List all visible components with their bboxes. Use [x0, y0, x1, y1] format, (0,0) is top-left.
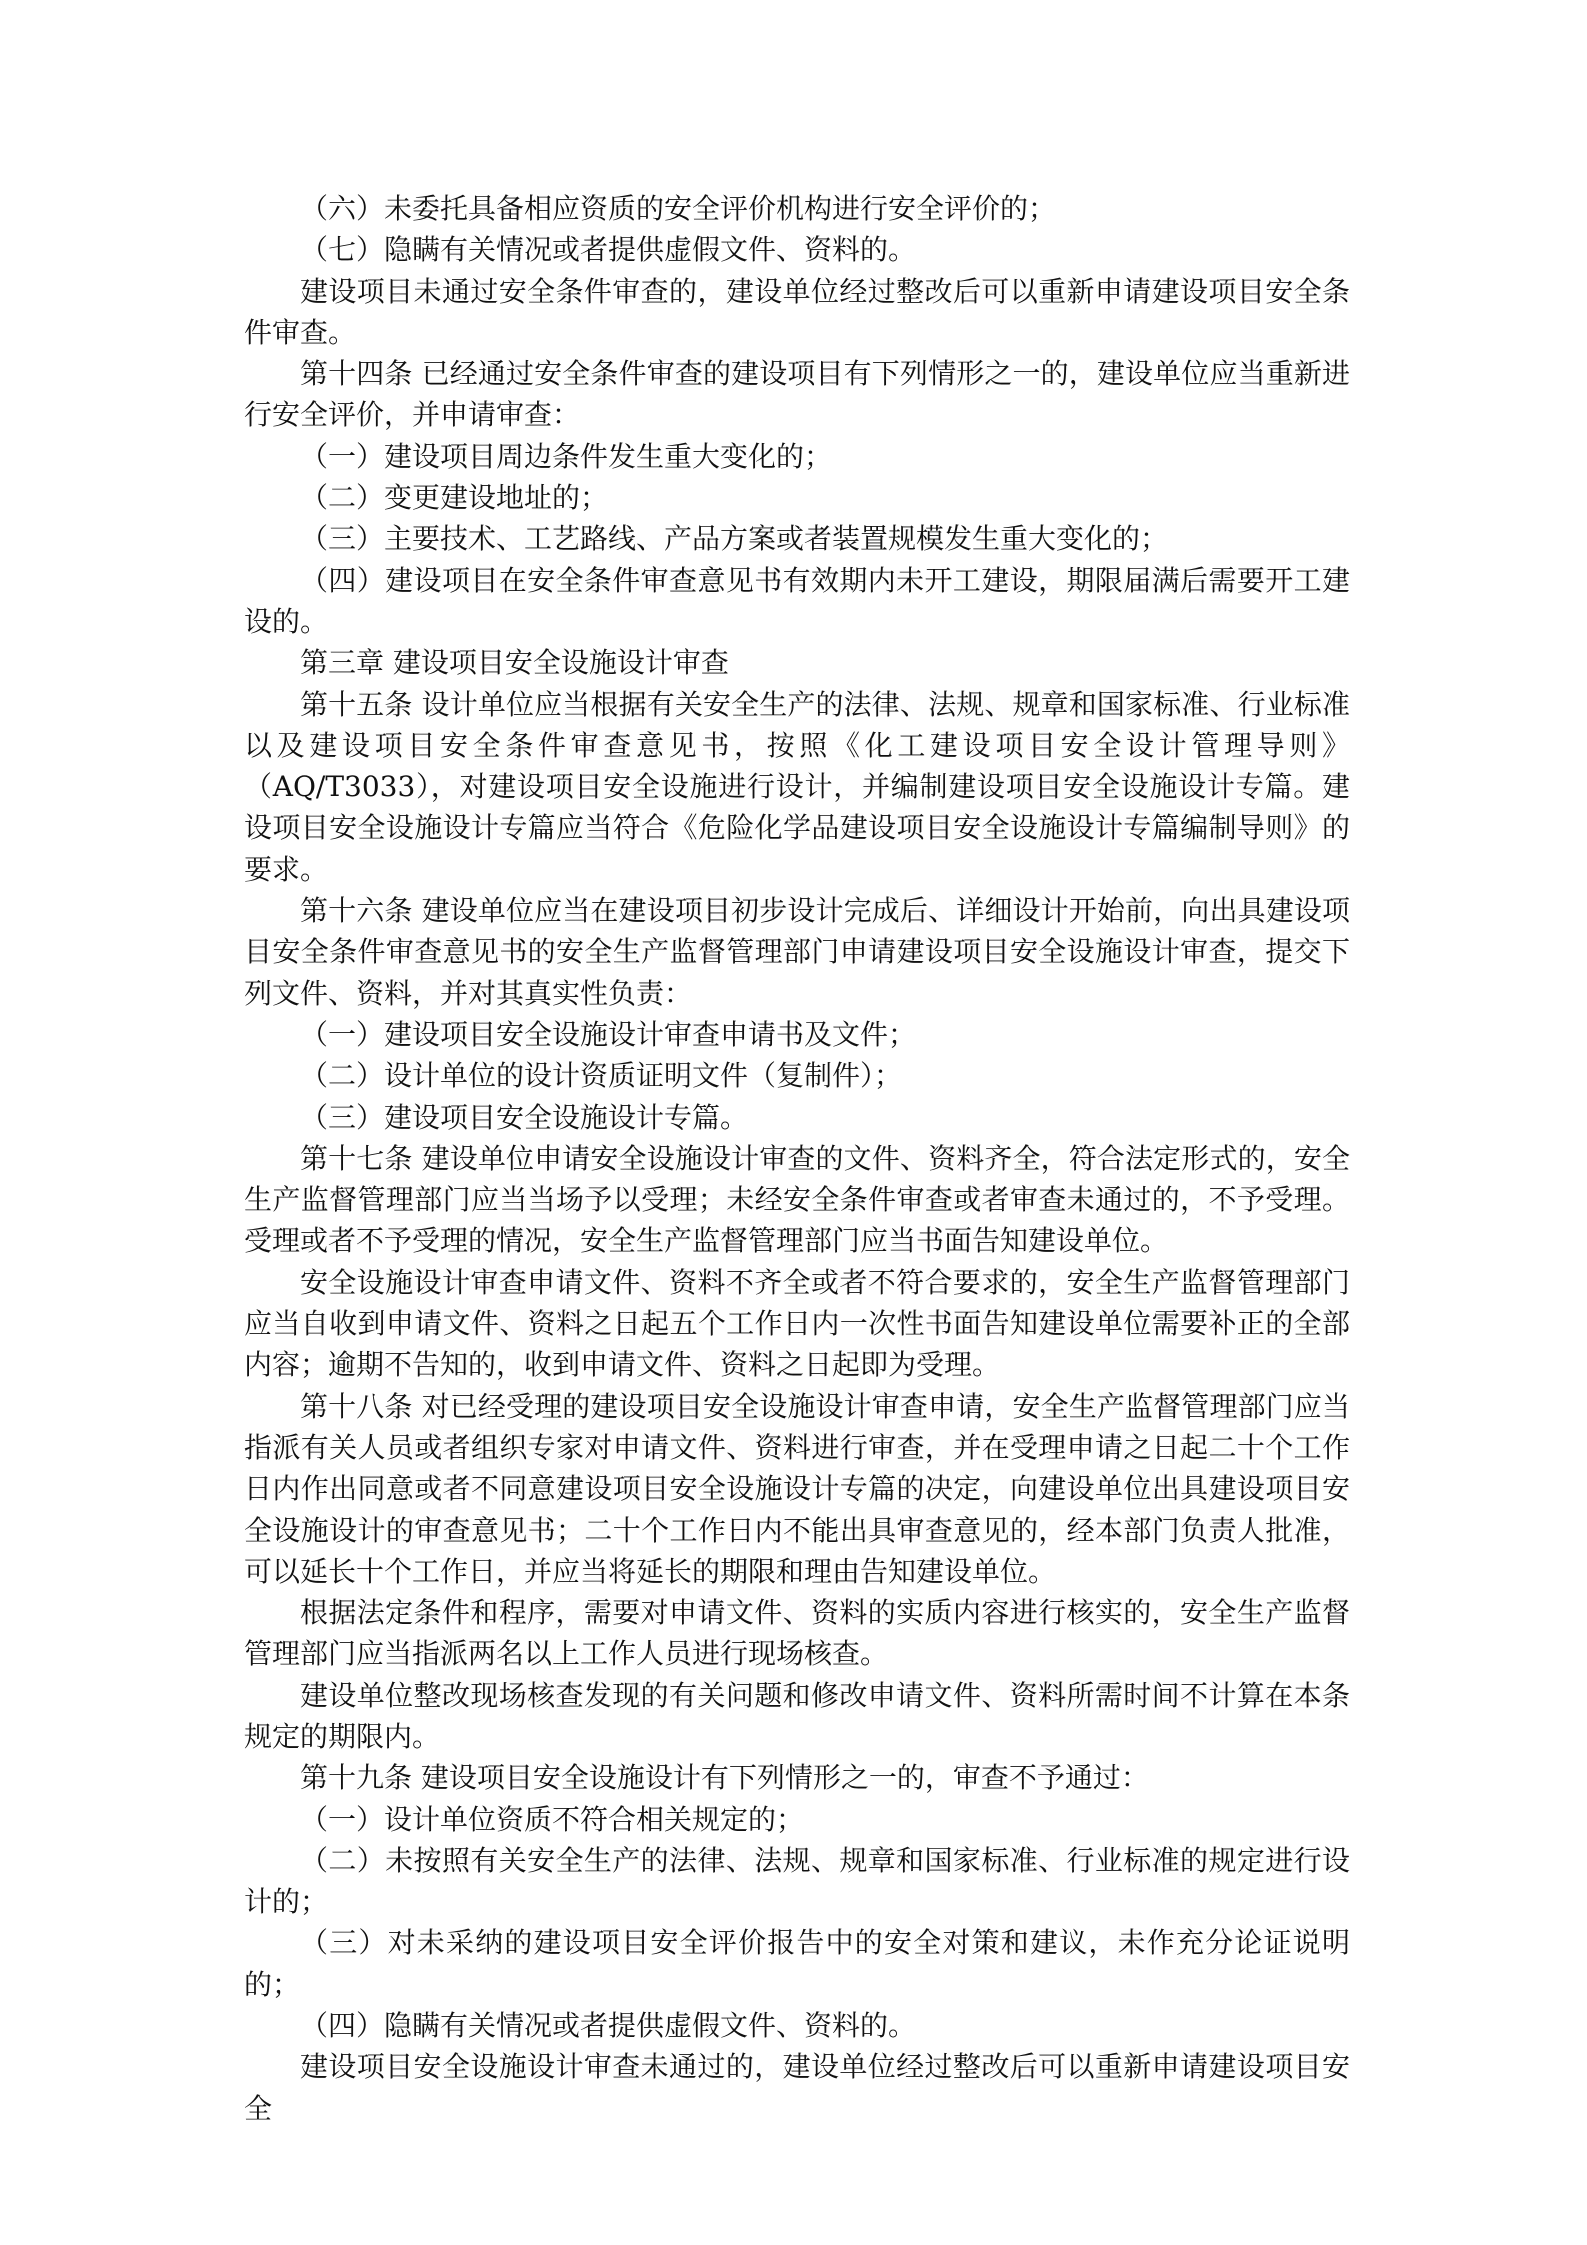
article-17: 第十七条 建设单位申请安全设施设计审查的文件、资料齐全，符合法定形式的，安全生产监督管理部门应当当场予以受理；未经安全条件审查或者审查未通过的，不予受理。受理或者不予受理的情况，安全生产监督管理部门应当书面告知建设单位。 [244, 1141, 1350, 1258]
article-14-item-2: （二）变更建设地址的； [300, 481, 609, 515]
article-16-item-1: （一）建设项目安全设施设计审查申请书及文件； [300, 1017, 917, 1051]
article-16: 第十六条 建设单位应当在建设项目初步设计完成后、详细设计开始前，向出具建设项目安全条件审查意见书的安全生产监督管理部门申请建设项目安全设施设计审查，提交下列文件、资料，并对其真实性负责： [244, 894, 1350, 1010]
article-19: 第十九条 建设项目安全设施设计有下列情形之一的，审查不予通过： [300, 1761, 1149, 1795]
article-14-item-4: （四）建设项目在安全条件审查意见书有效期内未开工建设，期限届满后需要开工建设的。 [244, 563, 1350, 638]
article-14-item-1: （一）建设项目周边条件发生重大变化的； [300, 439, 833, 473]
article-19-item-1: （一）设计单位资质不符合相关规定的； [300, 1802, 805, 1836]
document-body [244, 188, 1350, 2129]
paragraph-reapply-condition-review: 建设项目未通过安全条件审查的，建设单位经过整改后可以重新申请建设项目安全条件审查。 [244, 274, 1350, 349]
paragraph-on-site-verification: 根据法定条件和程序，需要对申请文件、资料的实质内容进行核实的，安全生产监督管理部门应当指派两名以上工作人员进行现场核查。 [244, 1596, 1350, 1671]
article-19-item-3: （三）对未采纳的建设项目安全评价报告中的安全对策和建议，未作充分论证说明的； [244, 1926, 1350, 2001]
article-16-item-2: （二）设计单位的设计资质证明文件（复制件）； [300, 1059, 903, 1093]
article-19-item-4: （四）隐瞒有关情况或者提供虚假文件、资料的。 [300, 2009, 917, 2043]
paragraph-reapply-design-review: 建设项目安全设施设计审查未通过的，建设单位经过整改后可以重新申请建设项目安全 [244, 2050, 1350, 2125]
article-19-item-2: （二）未按照有关安全生产的法律、法规、规章和国家标准、行业标准的规定进行设计的； [244, 1843, 1350, 1919]
article-16-item-3: （三）建设项目安全设施设计专篇。 [300, 1100, 749, 1134]
article-14: 第十四条 已经通过安全条件审查的建设项目有下列情形之一的，建设单位应当重新进行安全评价，并申请审查： [244, 357, 1350, 432]
item-6-no-qualified-evaluator: （六）未委托具备相应资质的安全评价机构进行安全评价的； [300, 192, 1057, 225]
article-14-item-3: （三）主要技术、工艺路线、产品方案或者装置规模发生重大变化的； [300, 522, 1169, 556]
article-18: 第十八条 对已经受理的建设项目安全设施设计审查申请，安全生产监督管理部门应当指派有关人员或者组织专家对申请文件、资料进行审查，并在受理申请之日起二十个工作日内作出同意或者不同意建设项目安全设施设计专篇的决定，向建设单位出具建设项目安全设施设计的审查意见书；二十个工作日内不能出具审查意见的，经本部门负责人批准，可以延长十个工作日，并应当将延长的期限和理由告知建设单位。 [244, 1389, 1350, 1588]
paragraph-rectification-time: 建设单位整改现场核查发现的有关问题和修改申请文件、资料所需时间不计算在本条规定的期限内。 [244, 1678, 1350, 1753]
item-7-false-documents: （七）隐瞒有关情况或者提供虚假文件、资料的。 [300, 233, 917, 267]
paragraph-incomplete-documents: 安全设施设计审查申请文件、资料不齐全或者不符合要求的，安全生产监督管理部门应当自收到申请文件、资料之日起五个工作日内一次性书面告知建设单位需要补正的全部内容；逾期不告知的，收到申请文件、资料之日起即为受理。 [244, 1265, 1350, 1382]
article-15: 第十五条 设计单位应当根据有关安全生产的法律、法规、规章和国家标准、行业标准以及建设项目安全条件审查意见书，按照《化工建设项目安全设计管理导则》（AQ/T3033），对建设项目安全设施进行设计，并编制建设项目安全设施设计专篇。建设项目安全设施设计专篇应当符合《危险化学品建设项目安全设施设计专篇编制导则》的要求。 [244, 687, 1350, 886]
chapter-3-heading: 第三章 建设项目安全设施设计审查 [300, 646, 729, 680]
